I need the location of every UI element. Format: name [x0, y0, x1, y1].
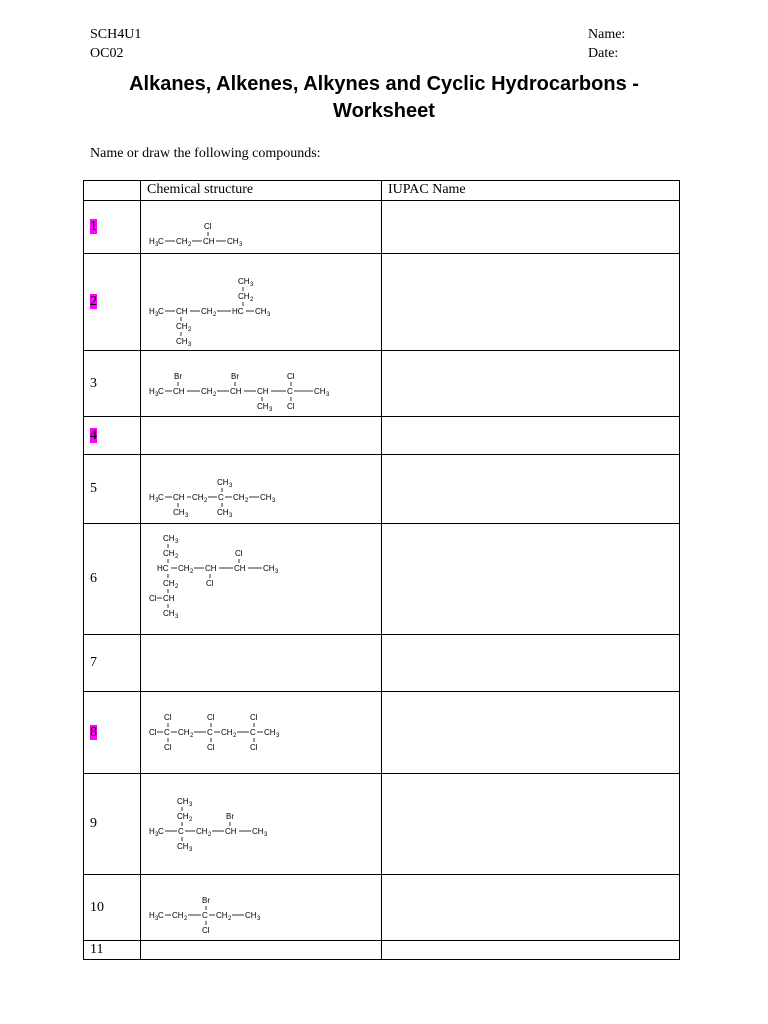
svg-text:C: C — [158, 827, 164, 836]
structure-cell[interactable] — [141, 635, 382, 692]
svg-text:Cl: Cl — [149, 728, 157, 737]
row-number-label: 2 — [90, 294, 97, 309]
svg-text:CH: CH — [177, 812, 189, 821]
svg-text:H: H — [149, 827, 155, 836]
header-structure: Chemical structure — [141, 181, 382, 201]
row-number-label: 7 — [90, 655, 97, 670]
svg-text:CH: CH — [227, 237, 239, 246]
svg-text:2: 2 — [213, 392, 217, 398]
svg-text:Cl: Cl — [287, 402, 295, 411]
structure-cell — [141, 254, 382, 351]
svg-text:CH: CH — [238, 292, 250, 301]
row-number-label: 11 — [90, 942, 104, 957]
iupac-name-cell[interactable] — [382, 524, 680, 635]
row-number — [84, 635, 141, 692]
header-iupac: IUPAC Name — [382, 181, 680, 201]
date-label: Date: — [588, 46, 619, 61]
svg-text:C: C — [287, 387, 293, 396]
svg-text:Cl: Cl — [250, 743, 258, 752]
svg-text:2: 2 — [175, 554, 179, 560]
svg-text:3: 3 — [185, 513, 189, 519]
svg-text:Cl: Cl — [202, 926, 210, 935]
table-row — [84, 417, 680, 455]
svg-text:Cl: Cl — [207, 743, 215, 752]
svg-text:2: 2 — [228, 916, 232, 922]
svg-text:CH: CH — [230, 387, 242, 396]
svg-text:2: 2 — [208, 832, 212, 838]
table-row — [84, 941, 680, 960]
svg-text:3: 3 — [155, 392, 159, 398]
svg-text:3: 3 — [155, 916, 159, 922]
structure-cell — [141, 351, 382, 417]
svg-text:CH: CH — [217, 508, 229, 517]
svg-text:2: 2 — [250, 297, 254, 303]
svg-text:CH: CH — [263, 564, 275, 573]
svg-text:3: 3 — [175, 539, 179, 545]
svg-text:CH: CH — [176, 322, 188, 331]
svg-text:CH: CH — [176, 337, 188, 346]
svg-text:CH: CH — [201, 307, 213, 316]
row-number — [84, 254, 141, 351]
svg-text:HC: HC — [232, 307, 244, 316]
svg-text:2: 2 — [184, 916, 188, 922]
svg-text:CH: CH — [255, 307, 267, 316]
svg-text:3: 3 — [326, 392, 330, 398]
table-row — [84, 201, 680, 254]
title-line-1: Alkanes, Alkenes, Alkynes and Cyclic Hydrocarbons - — [129, 73, 639, 95]
structure-8 — [141, 692, 381, 773]
worksheet-title — [0, 71, 768, 125]
svg-text:2: 2 — [188, 242, 192, 248]
svg-text:C: C — [202, 911, 208, 920]
structure-cell — [141, 875, 382, 941]
svg-text:3: 3 — [229, 513, 233, 519]
svg-text:3: 3 — [175, 614, 179, 620]
svg-text:2: 2 — [190, 569, 194, 575]
row-number — [84, 417, 141, 455]
table-row — [84, 455, 680, 524]
row-number — [84, 941, 141, 960]
svg-text:Br: Br — [226, 812, 234, 821]
svg-text:3: 3 — [264, 832, 268, 838]
table-row — [84, 351, 680, 417]
row-number-label: 8 — [90, 724, 97, 740]
structure-1 — [141, 201, 381, 253]
structure-cell — [141, 524, 382, 635]
unit-code: OC02 — [90, 46, 124, 61]
svg-text:CH: CH — [314, 387, 326, 396]
structure-cell — [141, 455, 382, 524]
svg-text:Br: Br — [202, 896, 210, 905]
svg-text:CH: CH — [176, 237, 188, 246]
structure-9 — [141, 774, 381, 874]
svg-text:Br: Br — [174, 372, 182, 381]
row-number-label: 9 — [90, 816, 97, 831]
svg-text:3: 3 — [276, 733, 280, 739]
svg-text:C: C — [158, 307, 164, 316]
svg-text:CH: CH — [233, 493, 245, 502]
svg-text:2: 2 — [204, 498, 208, 504]
structure-cell — [141, 774, 382, 875]
iupac-name-cell[interactable] — [382, 455, 680, 524]
svg-text:CH: CH — [163, 549, 175, 558]
svg-text:CH: CH — [257, 402, 269, 411]
svg-text:3: 3 — [189, 802, 193, 808]
svg-text:3: 3 — [239, 242, 243, 248]
iupac-name-cell[interactable] — [382, 774, 680, 875]
table-row — [84, 774, 680, 875]
svg-text:Cl: Cl — [250, 713, 258, 722]
svg-text:C: C — [178, 827, 184, 836]
row-number — [84, 201, 141, 254]
svg-text:CH: CH — [205, 564, 217, 573]
iupac-name-cell[interactable] — [382, 351, 680, 417]
svg-text:3: 3 — [250, 282, 254, 288]
svg-text:Cl: Cl — [287, 372, 295, 381]
svg-text:CH: CH — [196, 827, 208, 836]
svg-text:CH: CH — [238, 277, 250, 286]
row-number-label: 10 — [90, 899, 104, 915]
svg-text:H: H — [149, 237, 155, 246]
svg-text:C: C — [218, 493, 224, 502]
name-label: Name: — [588, 27, 626, 42]
svg-text:CH: CH — [260, 493, 272, 502]
svg-text:C: C — [158, 387, 164, 396]
svg-text:CH: CH — [173, 508, 185, 517]
svg-text:H: H — [149, 387, 155, 396]
svg-text:2: 2 — [233, 733, 237, 739]
svg-text:2: 2 — [213, 312, 217, 318]
svg-text:CH: CH — [172, 911, 184, 920]
row-number — [84, 455, 141, 524]
row-number-label: 3 — [90, 375, 97, 391]
structure-10 — [141, 875, 381, 940]
svg-text:Cl: Cl — [204, 222, 212, 231]
svg-text:C: C — [250, 728, 256, 737]
svg-text:CH: CH — [201, 387, 213, 396]
svg-text:CH: CH — [178, 728, 190, 737]
instruction-text: Name or draw the following compounds: — [90, 146, 321, 161]
svg-text:CH: CH — [173, 493, 185, 502]
iupac-name-cell[interactable] — [382, 875, 680, 941]
table-row — [84, 254, 680, 351]
table-row — [84, 524, 680, 635]
iupac-name-cell[interactable] — [382, 692, 680, 774]
svg-text:3: 3 — [275, 569, 279, 575]
svg-text:CH: CH — [252, 827, 264, 836]
structure-6 — [141, 524, 381, 634]
svg-text:CH: CH — [245, 911, 257, 920]
svg-text:CH: CH — [203, 237, 215, 246]
svg-text:CH: CH — [221, 728, 233, 737]
structure-3 — [141, 351, 381, 416]
svg-text:CH: CH — [178, 564, 190, 573]
svg-text:3: 3 — [269, 407, 273, 413]
svg-text:CH: CH — [225, 827, 237, 836]
svg-text:CH: CH — [217, 478, 229, 487]
svg-text:2: 2 — [190, 733, 194, 739]
svg-text:Cl: Cl — [164, 713, 172, 722]
svg-text:Cl: Cl — [149, 594, 157, 603]
svg-text:C: C — [164, 728, 170, 737]
row-number — [84, 692, 141, 774]
svg-text:CH: CH — [173, 387, 185, 396]
header-number-cell — [84, 181, 141, 201]
svg-text:HC: HC — [157, 564, 169, 573]
row-number-label: 5 — [90, 481, 97, 496]
svg-text:2: 2 — [188, 327, 192, 333]
svg-text:C: C — [158, 237, 164, 246]
svg-text:3: 3 — [267, 312, 271, 318]
svg-text:CH: CH — [216, 911, 228, 920]
svg-text:Cl: Cl — [164, 743, 172, 752]
svg-text:H: H — [149, 493, 155, 502]
svg-text:3: 3 — [229, 483, 233, 489]
svg-text:CH: CH — [177, 842, 189, 851]
iupac-name-cell — [382, 635, 680, 692]
table-header-row — [84, 181, 680, 201]
row-number-label: 1 — [90, 219, 97, 234]
svg-text:H: H — [149, 911, 155, 920]
table-row — [84, 692, 680, 774]
svg-text:CH: CH — [192, 493, 204, 502]
svg-text:C: C — [207, 728, 213, 737]
iupac-name-cell — [382, 417, 680, 455]
worksheet-table — [83, 180, 680, 960]
structure-cell[interactable] — [141, 941, 382, 960]
svg-text:CH: CH — [163, 594, 175, 603]
svg-text:CH: CH — [163, 609, 175, 618]
structure-cell — [141, 201, 382, 254]
svg-text:2: 2 — [245, 498, 249, 504]
iupac-name-cell[interactable] — [382, 201, 680, 254]
svg-text:CH: CH — [234, 564, 246, 573]
row-number — [84, 524, 141, 635]
svg-text:3: 3 — [257, 916, 261, 922]
row-number-label: 4 — [90, 427, 97, 443]
title-line-2: Worksheet — [333, 100, 435, 122]
iupac-name-cell[interactable] — [382, 254, 680, 351]
structure-cell[interactable] — [141, 417, 382, 455]
svg-text:CH: CH — [163, 534, 175, 543]
svg-text:CH: CH — [163, 579, 175, 588]
svg-text:C: C — [158, 911, 164, 920]
svg-text:2: 2 — [175, 584, 179, 590]
svg-text:3: 3 — [189, 847, 193, 853]
svg-text:3: 3 — [188, 342, 192, 348]
svg-text:3: 3 — [155, 832, 159, 838]
svg-text:3: 3 — [155, 498, 159, 504]
svg-text:Cl: Cl — [207, 713, 215, 722]
svg-text:CH: CH — [257, 387, 269, 396]
course-code: SCH4U1 — [90, 27, 142, 42]
svg-text:Cl: Cl — [206, 579, 214, 588]
iupac-name-cell[interactable] — [382, 941, 680, 960]
svg-text:3: 3 — [155, 242, 159, 248]
row-number — [84, 774, 141, 875]
svg-text:CH: CH — [176, 307, 188, 316]
svg-text:Cl: Cl — [235, 549, 243, 558]
svg-text:CH: CH — [264, 728, 276, 737]
structure-2 — [141, 254, 381, 350]
structure-cell — [141, 692, 382, 774]
row-number-label: 6 — [90, 571, 97, 586]
svg-text:3: 3 — [272, 498, 276, 504]
svg-text:CH: CH — [177, 797, 189, 806]
row-number — [84, 351, 141, 417]
row-number — [84, 875, 141, 941]
svg-text:C: C — [158, 493, 164, 502]
svg-text:Br: Br — [231, 372, 239, 381]
svg-text:3: 3 — [155, 312, 159, 318]
table-row — [84, 635, 680, 692]
svg-text:2: 2 — [189, 817, 193, 823]
svg-text:H: H — [149, 307, 155, 316]
table-row — [84, 875, 680, 941]
structure-5 — [141, 455, 381, 523]
